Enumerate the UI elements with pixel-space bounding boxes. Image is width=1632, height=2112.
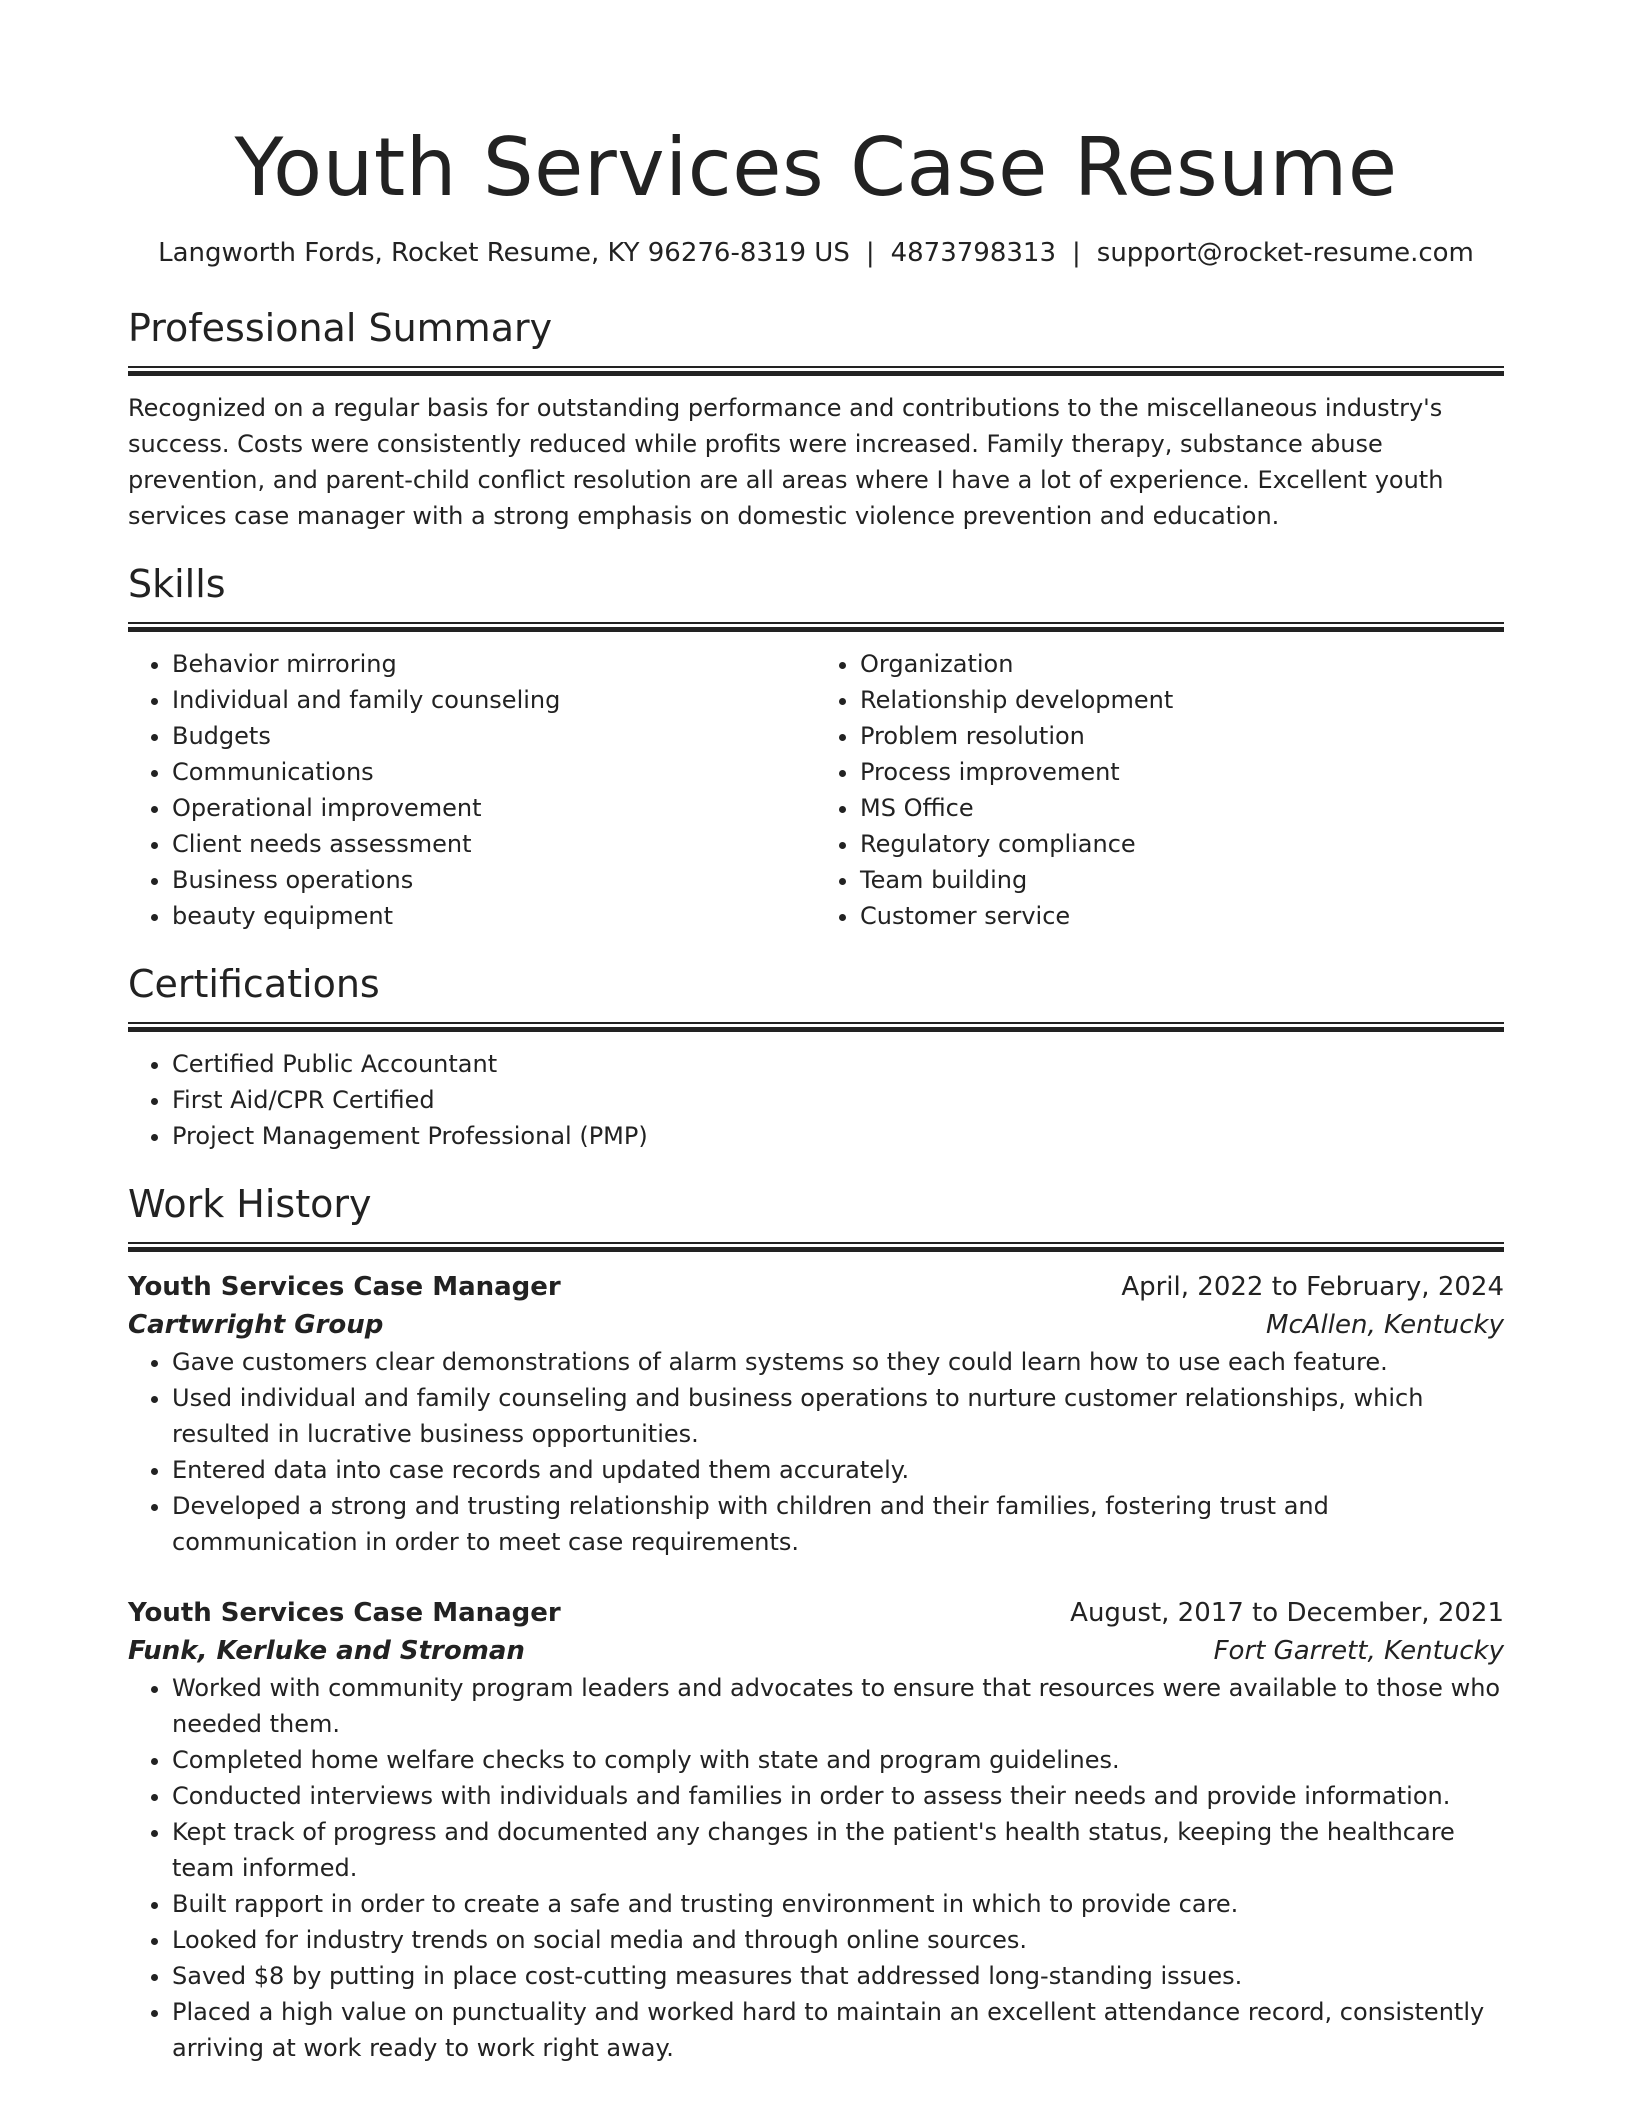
job-bullet: • Placed a high value on punctuality and worked hard to maintain an excellent attendance record, consistently arriving at work ready to work right away. <box>172 1994 1504 2066</box>
skill-item: • Process improvement <box>860 754 1504 790</box>
certifications-section <box>128 960 1504 1154</box>
job-bullet: • Looked for industry trends on social media and through online sources. <box>172 1922 1504 1958</box>
contact-address: Langworth Fords, Rocket Resume, KY 96276-8319 US <box>158 238 850 268</box>
job-location: McAllen, Kentucky <box>1266 1310 1504 1340</box>
skill-item: • beauty equipment <box>172 898 816 934</box>
skill-item: • Behavior mirroring <box>172 646 816 682</box>
job-dates: August, 2017 to December, 2021 <box>1070 1598 1504 1628</box>
section-divider <box>128 366 1504 376</box>
job-entry <box>128 1268 1504 1560</box>
contact-phone: 4873798313 <box>890 238 1057 268</box>
skill-item: • Regulatory compliance <box>860 826 1504 862</box>
section-divider <box>128 622 1504 632</box>
job-bullet: • Entered data into case records and updated them accurately. <box>172 1452 1504 1488</box>
contact-separator: | <box>865 238 875 268</box>
summary-heading: Professional Summary <box>128 306 553 350</box>
work-history-section <box>128 1180 1504 2066</box>
skill-item: • Communications <box>172 754 816 790</box>
skills-list-right <box>816 646 1504 934</box>
skill-item: • Team building <box>860 862 1504 898</box>
skill-item: • MS Office <box>860 790 1504 826</box>
job-bullet: • Built rapport in order to create a safe and trusting environment in which to provide care. <box>172 1886 1504 1922</box>
skills-heading: Skills <box>128 562 226 606</box>
job-header <box>128 1268 1504 1306</box>
skill-item: • Operational improvement <box>172 790 816 826</box>
summary-text: Recognized on a regular basis for outstanding performance and contributions to the miscellaneous industry's success. Costs were consistently reduced while profits were increased. Family therapy, substance abuse prevention, and parent-child conflict resolution are all areas where I have a lot of experience. Excellent youth services case manager with a strong emphasis on domestic violence prevention and education. <box>128 394 1444 530</box>
certification-item: • First Aid/CPR Certified <box>172 1082 1504 1118</box>
certifications-list <box>128 1046 1504 1154</box>
job-header <box>128 1594 1504 1632</box>
contact-separator: | <box>1072 238 1081 268</box>
job-company: Cartwright Group <box>128 1310 384 1340</box>
job-bullet: • Gave customers clear demonstrations of alarm systems so they could learn how to use each feature. <box>172 1344 1504 1380</box>
job-dates: April, 2022 to February, 2024 <box>1121 1272 1504 1302</box>
skill-item: • Budgets <box>172 718 816 754</box>
job-bullet: • Developed a strong and trusting relationship with children and their families, fostering trust and communication in order to meet case requirements. <box>172 1488 1504 1560</box>
job-bullets <box>128 1670 1504 2066</box>
skill-item: • Organization <box>860 646 1504 682</box>
job-bullet: • Completed home welfare checks to comply with state and program guidelines. <box>172 1742 1504 1778</box>
skill-item: • Business operations <box>172 862 816 898</box>
certifications-heading: Certifications <box>128 962 380 1006</box>
job-bullet: • Used individual and family counseling and business operations to nurture customer relationships, which resulted in lucrative business opportunities. <box>172 1380 1504 1452</box>
skills-list-left <box>128 646 816 934</box>
contact-email: support@rocket-resume.com <box>1096 238 1474 268</box>
job-entry <box>128 1594 1504 2066</box>
certification-item: • Project Management Professional (PMP) <box>172 1118 1504 1154</box>
skill-item: • Individual and family counseling <box>172 682 816 718</box>
job-subheader <box>128 1306 1504 1344</box>
section-divider <box>128 1242 1504 1252</box>
job-title: Youth Services Case Manager <box>128 1272 561 1302</box>
work-history-heading: Work History <box>128 1182 372 1226</box>
skill-item: • Client needs assessment <box>172 826 816 862</box>
job-company: Funk, Kerluke and Stroman <box>128 1636 525 1666</box>
skills-grid <box>128 646 1504 934</box>
job-bullet: • Conducted interviews with individuals and families in order to assess their needs and provide information. <box>172 1778 1504 1814</box>
resume-title: Youth Services Case Resume <box>234 121 1398 214</box>
section-divider <box>128 1022 1504 1032</box>
skills-section <box>128 560 1504 934</box>
certification-item: • Certified Public Accountant <box>172 1046 1504 1082</box>
skill-item: • Customer service <box>860 898 1504 934</box>
summary-section <box>128 304 1504 534</box>
job-bullet: • Saved $8 by putting in place cost-cutting measures that addressed long-standing issues. <box>172 1958 1504 1994</box>
skill-item: • Problem resolution <box>860 718 1504 754</box>
job-bullet: • Kept track of progress and documented any changes in the patient's health status, keeping the healthcare team informed. <box>172 1814 1504 1886</box>
contact-line <box>128 236 1504 270</box>
job-bullets <box>128 1344 1504 1560</box>
job-subheader <box>128 1632 1504 1670</box>
job-location: Fort Garrett, Kentucky <box>1213 1636 1504 1666</box>
skill-item: • Relationship development <box>860 682 1504 718</box>
job-bullet: • Worked with community program leaders and advocates to ensure that resources were available to those who needed them. <box>172 1670 1504 1742</box>
job-title: Youth Services Case Manager <box>128 1598 561 1628</box>
